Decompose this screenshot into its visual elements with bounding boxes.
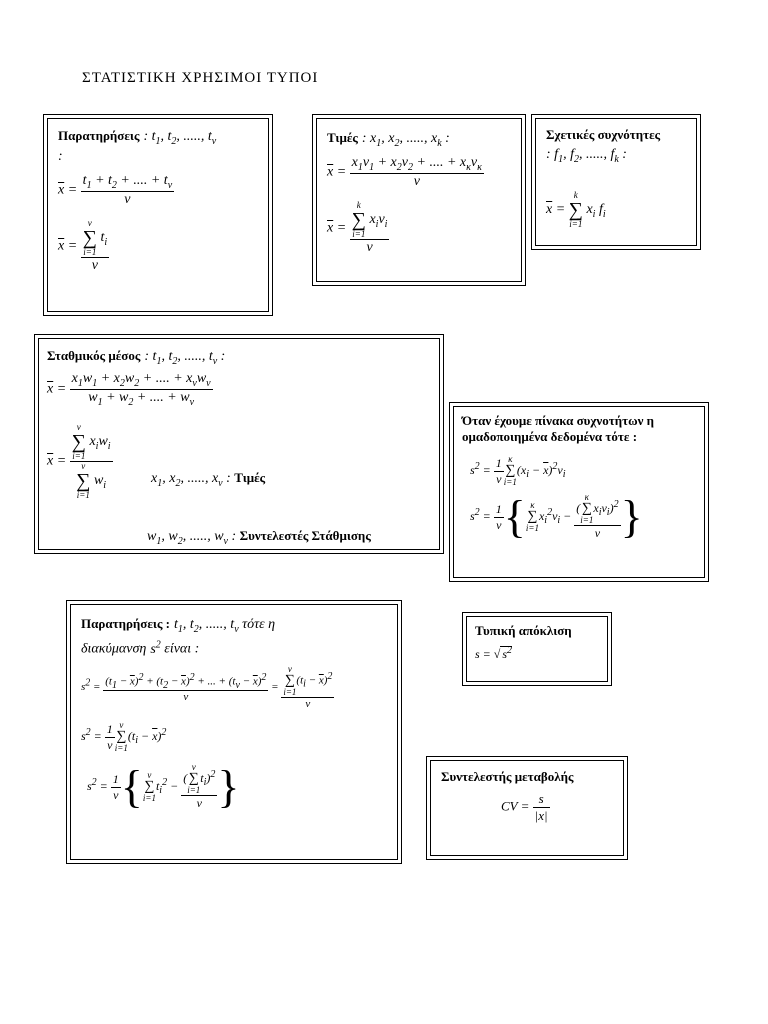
- box6-heading: Παρατηρήσεις :: [81, 616, 171, 631]
- box6-text3: είναι :: [164, 641, 200, 657]
- box4-observations: : $t_1$, $t_2$, ....., $t_\nu$ :: [144, 349, 226, 367]
- weighted-values-list: $x_1$, $x_2$, ....., $x_\nu$ :: [151, 471, 235, 489]
- standard-deviation-box: [466, 616, 608, 682]
- box1-observations: : $t_1$, $t_2$, ....., $t_\nu$: [143, 129, 217, 147]
- box2-heading: Τιμές: [327, 130, 358, 145]
- standard-deviation-formula: s = √ $s^2$: [475, 645, 513, 661]
- weighted-mean-sum-formula: $\overline{x}$ = ν ∑ i=1 $x_iw_i$ ν ∑ i=1 $w_i$: [47, 422, 111, 500]
- weights-list: $w_1$, $w_2$, ....., $w_\nu$ :: [147, 529, 240, 547]
- weighted-mean-box: [38, 338, 440, 550]
- coefficient-of-variation-formula: CV = $\frac{s}{|\overline{x}|}$: [501, 791, 548, 823]
- box8-heading: Συντελεστής μεταβολής: [441, 769, 574, 784]
- relative-frequency-mean-formula: $\overline{x}$ = k ∑ i=1 $x_i$ $f_i$: [546, 190, 606, 229]
- frequency-variance-alt-formula: $s^2$ = $\frac{1}{\nu}$ { κ ∑ i=1 $x_i^2\nu_i$ − ( κ ∑ i=1 $x_i\nu_i)^2$ ν }: [470, 491, 643, 542]
- box6-variance-symbol: $s^2$: [150, 639, 161, 657]
- box6-text2: διακύμανση: [81, 641, 147, 657]
- box5-heading: Όταν έχουμε πίνακα συχνοτήτων η ομαδοποιημένα δεδομένα τότε :: [462, 413, 655, 444]
- weighted-values-formula: $\overline{x}$ = $\frac{x_1\nu_1 + x_2\nu_2 + .... + x_\kappa\nu_\kappa}{\nu}$: [327, 155, 482, 189]
- box4-heading: Σταθμικός μέσος: [47, 348, 141, 363]
- weighted-mean-expanded-formula: $\overline{x}$ = $\frac{x_1w_1 + x_2w_2 + .... + x_\nu w_\nu}{w_1 + w_2 + .... + w_\nu}$: [47, 371, 211, 408]
- variance-sum-formula: $s^2$ = $\frac{1}{\nu}$ ν ∑ i=1 $(t_i - \overline{x})^2$: [81, 720, 167, 753]
- values-label: Τιμές: [234, 470, 266, 485]
- box3-frequencies: : $f_1$, $f_2$, ....., $f_k$ :: [546, 147, 627, 165]
- mean-observations-box: Παρατηρήσεις : $t_1$, $t_2$, ....., $t_\nu$ : $\overline{x}$ = $\frac{t_1 + t_2 + .... + t_\nu}{\nu}$ $\overline{x}$ = ν ∑ i=1 $t_i$ ν: [47, 118, 269, 312]
- box1-heading: Παρατηρήσεις: [58, 128, 140, 143]
- variance-alt-formula: $s^2$ = $\frac{1}{\nu}$ { ν ∑ i=1 $t_i^2$ − ( ν ∑ i=1 $t_i)^2$ ν }: [87, 761, 240, 812]
- relative-frequencies-box: [535, 118, 697, 246]
- weighted-values-sum-formula: $\overline{x}$ = k ∑ i=1 $x_i\nu_i$ ν: [327, 200, 388, 255]
- observations-variance-box: [70, 604, 398, 860]
- mean-formula-sum: $\overline{x}$ = ν ∑ i=1 $t_i$ ν: [58, 218, 108, 273]
- box6-observations: $t_1$, $t_2$, ....., $t_\nu$: [174, 617, 239, 635]
- mean-values-box: [316, 118, 522, 282]
- box7-heading: Τυπική απόκλιση: [475, 623, 572, 638]
- mean-formula-expanded: $\overline{x}$ = $\frac{t_1 + t_2 + .... + t_\nu}{\nu}$: [58, 173, 173, 207]
- box3-heading: Σχετικές συχνότητες: [546, 127, 661, 142]
- frequency-table-variance-box: [453, 406, 705, 578]
- coefficient-of-variation-box: [430, 760, 624, 856]
- page-title: ΣΤΑΤΙΣΤΙΚΗ ΧΡΗΣΙΜΟΙ ΤΥΠΟΙ: [82, 70, 319, 86]
- weights-label: Συντελεστές Στάθμισης: [239, 528, 371, 543]
- frequency-variance-formula: $s^2$ = $\frac{1}{\nu}$ κ ∑ i=1 $(x_i - \overline{x})^2\nu_i$: [470, 454, 566, 487]
- variance-expanded-formula: $s^2$ = $\frac{(t_1 - \overline{x})^2 + (t_2 - \overline{x})^2 + ... + (t_\nu - \overline{x})^2}{\nu}$ = ν ∑ i=1 $(t_i - \overline{x})^2$ ν: [81, 664, 333, 710]
- box6-text: τότε η: [242, 617, 276, 632]
- box2-values: : $x_1$, $x_2$, ....., $x_k$ :: [361, 131, 450, 149]
